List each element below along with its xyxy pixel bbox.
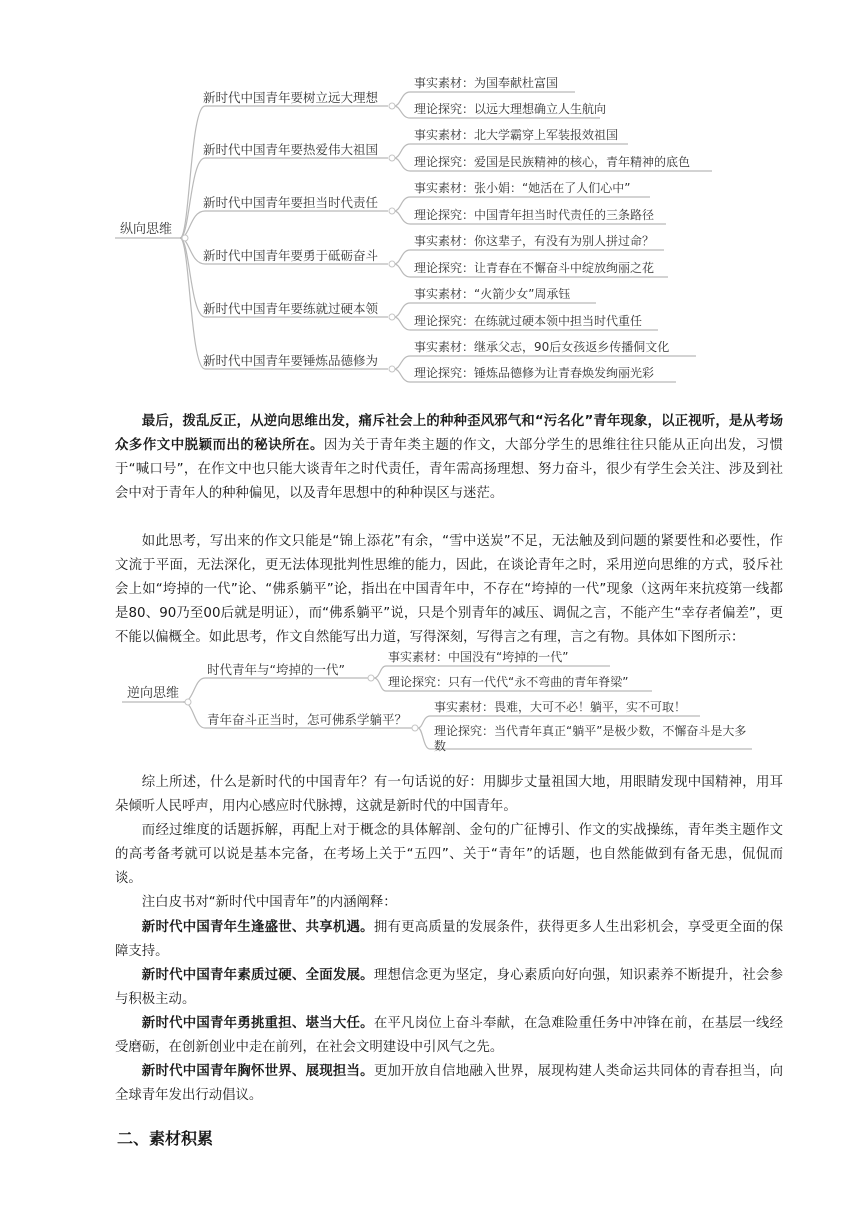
paragraph-preparation: 而经过维度的话题拆解，再配上对于概念的具体解剖、金句的广征博引、作文的实战操练，青年类主题作文的高考备考就可以说是基本完备，在考场上关于“五四”、关于“青年”的话题，也自然能做到有备无患，侃侃而谈。 [115,823,783,886]
fact-material: 事实素材：你这辈子，有没有为别人拼过命？ [414,234,655,248]
paragraph-thinking-depth: 如此思考，写出来的作文只能是“锦上添花”有余，“雪中送炭”不足，无法触及到问题的紧要性和必要性，作文流于平面，无法深化，更无法体现批判性思维的能力，因此，在谈论青年之时，采用逆向思维的方式，驳斥社会上如“垮掉的一代”论、“佛系躺平”论，指出在中国青年中，不存在“垮掉的一代”现象（这两年来抗疫第一线都是80、90乃至00后就是明证），而“佛系躺平”说，只是个别青年的减压、调侃之言，不能产生“幸存者偏差”，更不能以偏概全。如此思考，作文自然能写出力道，写得深刻，写得言之有理，言之有物。具体如下图所示： [115,534,783,645]
branch-label: 时代青年与“垮掉的一代” [207,662,345,677]
branch-label: 新时代中国青年要热爱伟大祖国 [203,142,379,157]
point-text: 理想信念更为坚定，身心素质向好向强，知识素养不断提升，社会参与积极主动。 [115,968,784,1007]
paragraph-whitepaper-note: 注白皮书对“新时代中国青年”的内涵阐释： [141,895,397,910]
fact-material: 事实素材：张小娟：“她活在了人们心中” [414,181,631,195]
whitepaper-point [115,963,783,1012]
fact-material: 事实素材：继承父志，90后女孩返乡传播侗文化 [414,340,670,354]
fact-material: 事实素材：畏难，大可不必！躺平，实不可取！ [434,700,687,714]
bold-lead-sentence: 最后，拨乱反正，从逆向思维出发，痛斥社会上的种种歪风邪气和“污名化”青年现象，以正视听，是从考场众多作文中脱颖而出的秘诀所在。 [115,414,783,453]
branch-label: 青年奋斗正当时，怎可佛系学躺平？ [207,712,408,727]
branch-label: 新时代中国青年要勇于砥砺奋斗 [203,248,379,263]
whitepaper-point [115,1059,783,1108]
vertical-thinking-mindmap [0,0,860,400]
paragraph-summary: 综上所述，什么是新时代的中国青年？有一句话说的好：用脚步丈量祖国大地，用眼睛发现中国精神，用耳朵倾听人民呼声，用内心感应时代脉搏，这就是新时代的中国青年。 [115,775,783,814]
branch-label: 新时代中国青年要担当时代责任 [203,195,379,210]
mindmap-root: 逆向思维 [127,686,180,701]
theory-exploration: 理论探究：以远大理想确立人生航向 [414,102,607,116]
theory-exploration: 理论探究：爱国是民族精神的核心，青年精神的底色 [414,155,691,169]
branch-label: 新时代中国青年要锤炼品德修为 [203,353,379,368]
theory-exploration: 理论探究：中国青年担当时代责任的三条路径 [414,208,655,222]
branch-label: 新时代中国青年要树立远大理想 [203,90,379,105]
section-heading: 二、素材积累 [117,1129,214,1148]
whitepaper-point [115,1011,783,1060]
fact-material: 事实素材：“火箭少女”周承钰 [414,287,571,301]
mindmap-root: 纵向思维 [120,222,173,237]
theory-exploration: 理论探究：锤炼品德修为让青春焕发绚丽光彩 [414,366,655,380]
branch-label: 新时代中国青年要练就过硬本领 [203,301,379,316]
point-lead: 新时代中国青年素质过硬、全面发展。 [141,967,374,983]
point-lead: 新时代中国青年胸怀世界、展现担当。 [141,1063,374,1079]
point-lead: 新时代中国青年勇挑重担、堪当大任。 [141,1015,374,1031]
theory-exploration: 理论探究：当代青年真正“躺平”是极少数，不懈奋斗是大多数 [434,724,747,753]
fact-material: 事实素材：北大学霸穿上军装报效祖国 [414,128,619,142]
fact-material: 事实素材：中国没有“垮掉的一代” [388,650,569,664]
whitepaper-point [115,915,783,964]
theory-exploration: 理论探究：只有一代代“永不弯曲的青年脊梁” [388,675,629,689]
point-lead: 新时代中国青年生逢盛世、共享机遇。 [141,919,374,935]
theory-exploration: 理论探究：让青春在不懈奋斗中绽放绚丽之花 [414,261,655,275]
theory-exploration: 理论探究：在练就过硬本领中担当时代重任 [414,314,643,328]
paragraph-reverse-thinking-intro [115,410,783,506]
fact-material: 事实素材：为国奉献杜富国 [414,76,559,90]
point-text: 更加开放自信地融入世界，展现构建人类命运共同体的青春担当，向全球青年发出行动倡议。 [115,1064,784,1103]
point-text: 在平凡岗位上奋斗奉献，在急难险重任务中冲锋在前，在基层一线经受磨砺，在创新创业中走在前列，在社会文明建设中引风气之先。 [115,1016,784,1055]
paragraph-text: 因为关于青年类主题的作文，大部分学生的思维往往只能从正向出发，习惯于“喊口号”，在作文中也只能大谈青年之时代责任，青年需高扬理想、努力奋斗，很少有学生会关注、涉及到社会中对于青年人的种种偏见，以及青年思想中的种种误区与迷茫。 [115,438,784,501]
reverse-thinking-mindmap [0,640,860,760]
point-text: 拥有更高质量的发展条件，获得更多人生出彩机会，享受更全面的保障支持。 [115,920,784,959]
